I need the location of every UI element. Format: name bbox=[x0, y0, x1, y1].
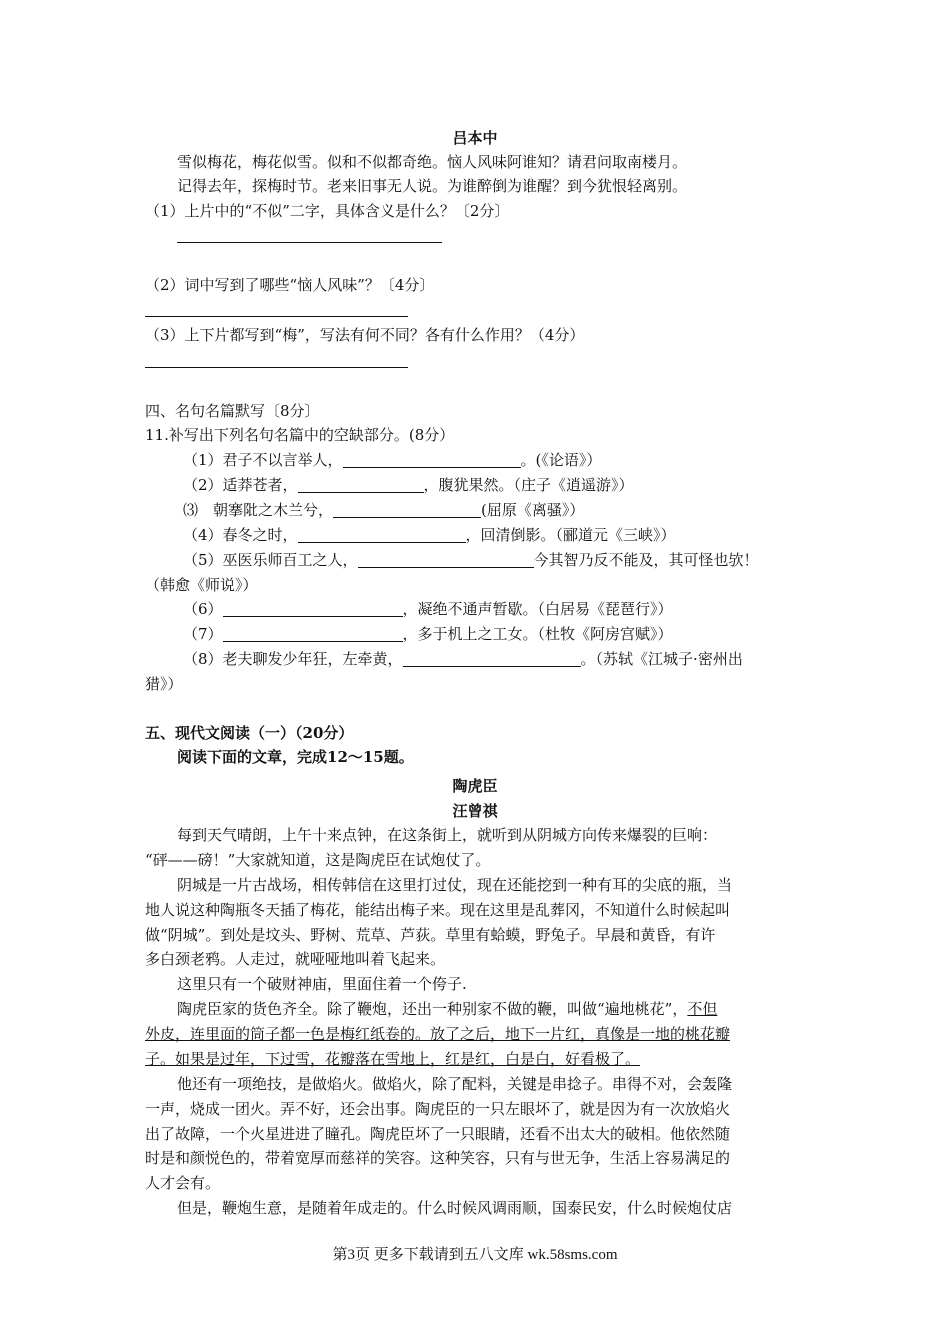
paragraph-5-line: 他还有一项绝技，是做焰火。做焰火，除了配料，关键是串捻子。串得不对，会轰隆 bbox=[177, 1075, 733, 1093]
page-footer: 第3页 更多下载请到五八文库 wk.58sms.com bbox=[332, 1247, 618, 1263]
article-author: 汪曾祺 bbox=[452, 802, 498, 820]
answer-line-1[interactable] bbox=[177, 242, 442, 243]
fill-item-7: （7） ，多于机上之工女。（杜牧《阿房宫赋》） bbox=[183, 625, 673, 643]
article-title: 陶虎臣 bbox=[452, 777, 498, 795]
paragraph-3-line: 这里只有一个破财神庙，里面住着一个侉子. bbox=[177, 975, 467, 993]
poem-line-2: 记得去年，探梅时节。老来旧事无人说。为谁醉倒为谁醒？到今犹恨轻离别。 bbox=[177, 177, 688, 195]
paragraph-2-line: 做“阴城”。到处是坟头、野树、荒草、芦荻。草里有蛤蟆，野兔子。早晨和黄昏，有许 bbox=[145, 926, 716, 944]
section-5-title: 五、现代文阅读（一）（20分） bbox=[145, 724, 354, 742]
underlined-passage: 子。如果是过年，下过雪，花瓣落在雪地上，红是红，白是白，好看极了。 bbox=[145, 1050, 641, 1068]
fill-item-8: （8）老夫聊发少年狂，左牵黄， 。（苏轼《江城子·密州出 bbox=[183, 650, 743, 668]
paragraph-5-line: 一声，烧成一团火。弄不好，还会出事。陶虎臣的一只左眼坏了，就是因为有一次放焰火 bbox=[145, 1100, 731, 1118]
fill-blank-5[interactable] bbox=[358, 551, 534, 568]
fill-blank-4[interactable] bbox=[298, 526, 466, 543]
poem-line-1: 雪似梅花，梅花似雪。似和不似都奇绝。恼人风味阿谁知？请君问取南楼月。 bbox=[177, 153, 688, 171]
paragraph-1-line: 每到天气晴朗，上午十来点钟，在这条街上，就听到从阴城方向传来爆裂的巨响： bbox=[177, 826, 718, 844]
poem-author: 吕本中 bbox=[452, 129, 498, 147]
underlined-passage: 外皮，连里面的筒子都一色是梅红纸卷的。放了之后，地下一片红，真像是一地的桃花瓣 bbox=[145, 1025, 731, 1043]
fill-blank-3[interactable] bbox=[333, 501, 481, 518]
paragraph-6-line: 但是，鞭炮生意，是随着年成走的。什么时候风调雨顺，国泰民安，什么时候炮仗店 bbox=[177, 1199, 733, 1217]
section-4-title: 四、名句名篇默写〔8分〕 bbox=[145, 402, 320, 420]
paragraph-2-line: 阴城是一片古战场，相传韩信在这里打过仗，现在还能挖到一种有耳的尖底的瓶，当 bbox=[177, 876, 733, 894]
question-2: （2）词中写到了哪些“恼人风味”？〔4分〕 bbox=[145, 276, 435, 294]
answer-line-3[interactable] bbox=[145, 367, 408, 368]
question-3: （3）上下片都写到“梅”，写法有何不同？各有什么作用？（4分） bbox=[145, 326, 585, 344]
fill-item-4: （4）春冬之时， ，回清倒影。（郦道元《三峡》） bbox=[183, 526, 676, 544]
paragraph-5-line: 人才会有。 bbox=[145, 1174, 221, 1192]
fill-item-1: （1）君子不以言举人， 。(《论语》） bbox=[183, 451, 602, 469]
fill-blank-6[interactable] bbox=[223, 600, 403, 617]
paragraph-2-line: 多白颈老鸦。人走过，就哑哑地叫着飞起来。 bbox=[145, 950, 446, 968]
fill-blank-1[interactable] bbox=[343, 451, 521, 468]
paragraph-2-line: 地人说这种陶瓶冬天插了梅花，能结出梅子来。现在这里是乱葬冈，不知道什么时候起叫 bbox=[145, 901, 731, 919]
fill-item-5-source: （韩愈《师说》） bbox=[145, 576, 258, 594]
paragraph-5-line: 时是和颜悦色的，带着宽厚而慈祥的笑容。这种笑容，只有与世无争，生活上容易满足的 bbox=[145, 1149, 731, 1167]
fill-blank-7[interactable] bbox=[223, 625, 403, 642]
answer-line-2[interactable] bbox=[145, 316, 408, 317]
paragraph-4-line: 陶虎臣家的货色齐全。除了鞭炮，还出一种别家不做的鞭，叫做“遍地桃花”，不但 bbox=[177, 1000, 718, 1018]
question-11: 11.补写出下列名句名篇中的空缺部分。(8分） bbox=[145, 426, 455, 444]
question-1: （1）上片中的“不似”二字，具体含义是什么？〔2分〕 bbox=[145, 202, 510, 220]
underlined-passage: 不但 bbox=[687, 1000, 718, 1018]
fill-item-5: （5）巫医乐师百工之人， 今其智乃反不能及，其可怪也欤！ bbox=[183, 551, 759, 569]
paragraph-1-line: “砰——磅！”大家就知道，这是陶虎臣在试炮仗了。 bbox=[145, 851, 491, 869]
fill-item-8-source: 猎》） bbox=[145, 675, 183, 693]
fill-item-2: （2）适莽苍者， ，腹犹果然。（庄子《逍遥游》） bbox=[183, 476, 634, 494]
reading-instruction: 阅读下面的文章，完成12〜15题。 bbox=[177, 748, 414, 766]
paragraph-5-line: 出了故障，一个火星进进了瞳孔。陶虎臣坏了一只眼睛，还看不出太大的破相。他依然随 bbox=[145, 1125, 731, 1143]
fill-blank-8[interactable] bbox=[403, 650, 581, 667]
fill-item-3: ⑶ 朝搴阰之木兰兮， (屈原《离骚》） bbox=[183, 501, 585, 519]
fill-item-6: （6） ，凝绝不通声暂歇。（白居易《琵琶行》） bbox=[183, 600, 673, 618]
fill-blank-2[interactable] bbox=[298, 476, 424, 493]
